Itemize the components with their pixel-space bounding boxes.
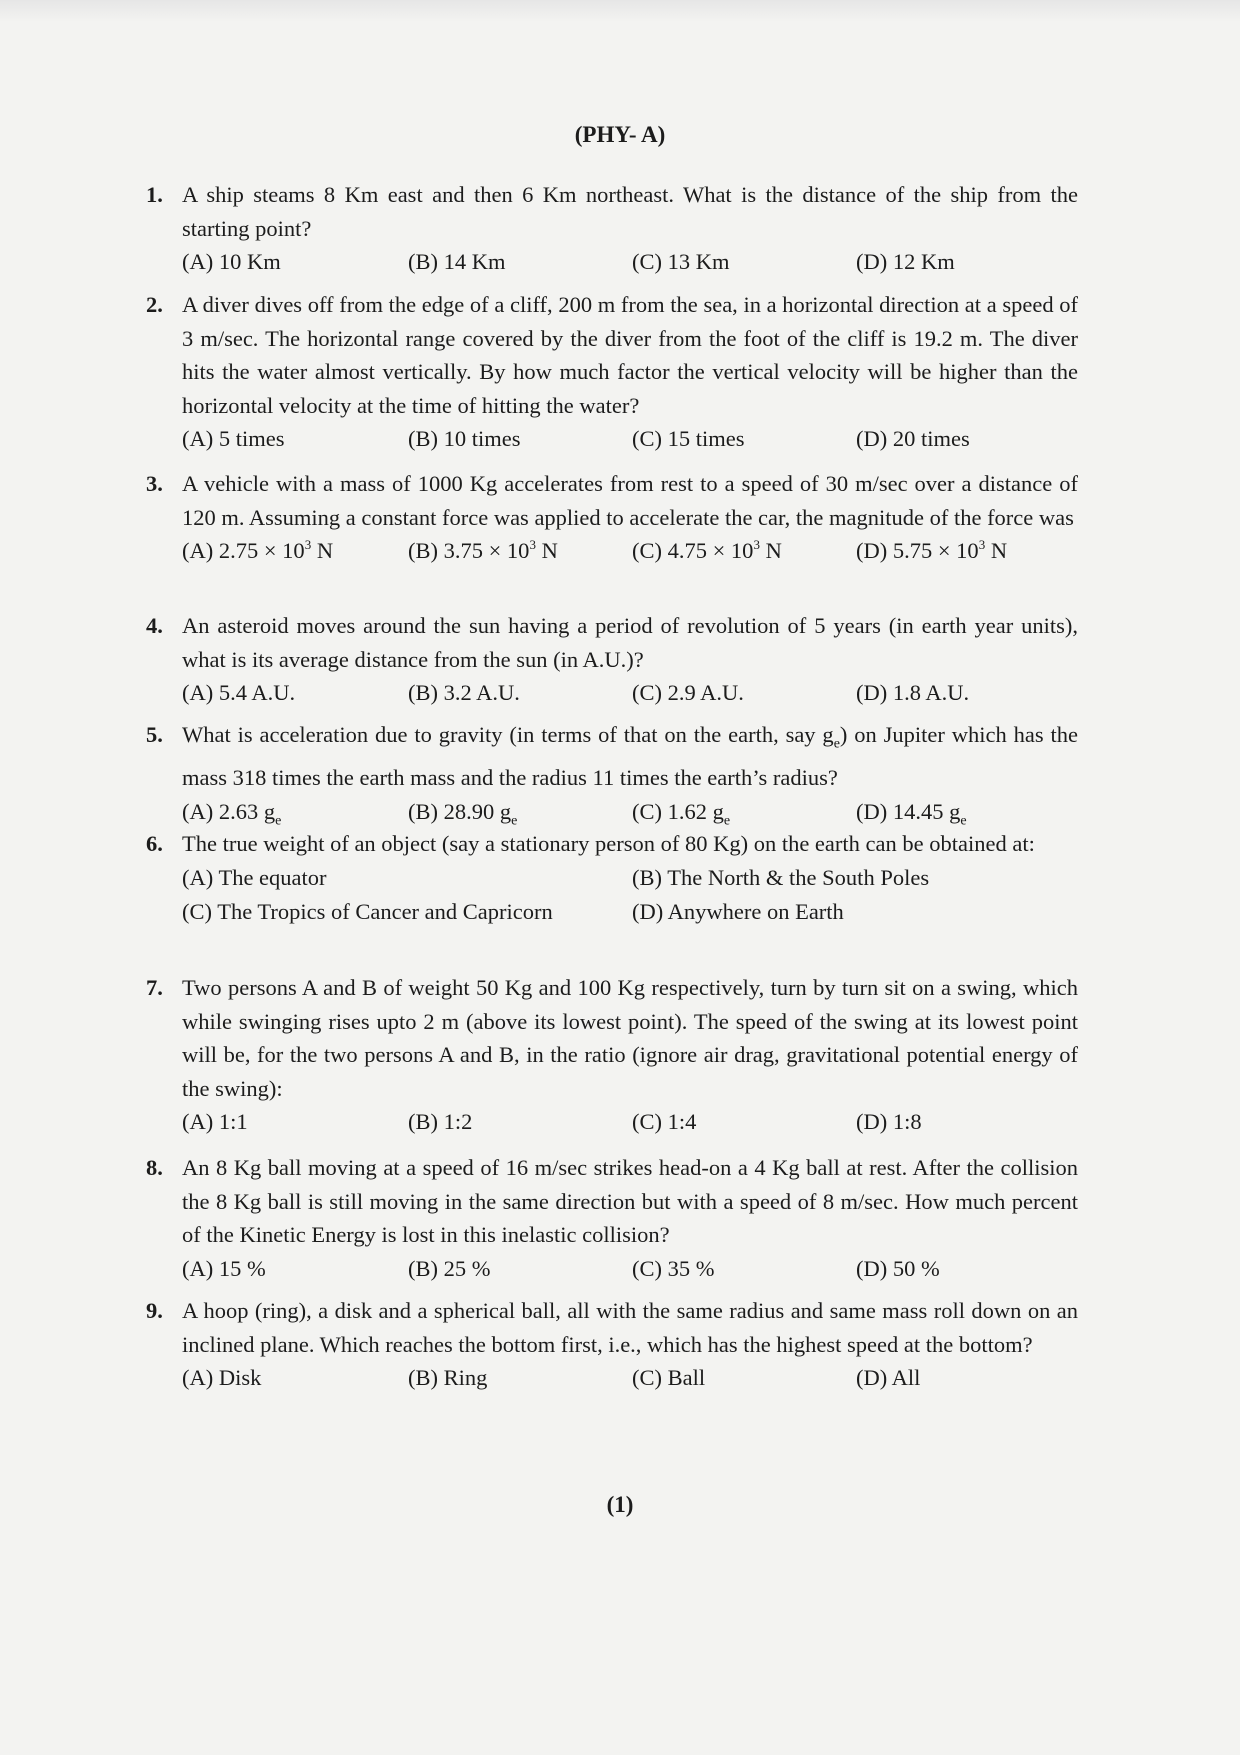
option-c: (C) 2.9 A.U. bbox=[632, 680, 744, 705]
option-a-value: (A) 2.63 g bbox=[182, 798, 276, 824]
question-text: The true weight of an object (say a stationary person of 80 Kg) on the earth can be obtained at: bbox=[182, 831, 1035, 856]
section-header: (PHY- A) bbox=[574, 122, 666, 147]
option-b-exponent: 3 bbox=[529, 537, 536, 552]
option-d bbox=[856, 534, 1007, 568]
question-text-part: ) on Jupiter which has the mass 318 times the earth mass and the radius 11 times the earth’s radius? bbox=[182, 722, 1078, 790]
options-row bbox=[182, 1361, 1078, 1394]
options-row bbox=[182, 1252, 1078, 1285]
question-number: 1. bbox=[146, 182, 163, 207]
option-b bbox=[408, 534, 558, 568]
option-a-coefficient: (A) 2.75 × 10 bbox=[182, 538, 305, 563]
option-d: (D) 1:8 bbox=[856, 1109, 922, 1134]
question-9 bbox=[146, 1294, 1078, 1394]
question-text: A diver dives off from the edge of a cliff, 200 m from the sea, in a horizontal direction at a speed of 3 m/sec. The horizontal range covered by the diver from the foot of the cliff is 19.2 m. The diver hits the water almost vertically. By how much factor the vertical velocity will be higher than the horizontal velocity at the time of hitting the water? bbox=[182, 292, 1078, 418]
option-c-value: (C) 1.62 g bbox=[632, 798, 724, 824]
question-5 bbox=[146, 718, 1078, 828]
option-d-exponent: 3 bbox=[978, 537, 986, 552]
options-row bbox=[182, 1105, 1078, 1138]
option-b-unit: N bbox=[535, 538, 558, 563]
option-c: (C) 13 Km bbox=[632, 249, 730, 274]
option-d: (D) 50 % bbox=[856, 1255, 940, 1281]
option-b-subscript: e bbox=[511, 813, 518, 828]
question-text-subscript: e bbox=[833, 736, 840, 752]
page-number: (1) bbox=[606, 1492, 634, 1517]
question-text: A vehicle with a mass of 1000 Kg accelerates from rest to a speed of 30 m/sec over a distance of 120 m. Assuming a constant force was applied to accelerate the car, the magnitude of the force was bbox=[182, 471, 1078, 530]
option-a: (A) 10 Km bbox=[182, 249, 281, 274]
options-row bbox=[182, 795, 1078, 828]
question-number: 6. bbox=[146, 831, 163, 856]
question-number: 4. bbox=[146, 613, 163, 638]
question-text-part: What is acceleration due to gravity (in terms of that on the earth, say g bbox=[182, 722, 834, 747]
option-d: (D) 1.8 A.U. bbox=[856, 680, 970, 705]
option-d: (D) All bbox=[856, 1365, 921, 1390]
options-row bbox=[182, 422, 1078, 455]
options-row bbox=[182, 245, 1078, 278]
question-4 bbox=[146, 609, 1078, 709]
question-text: Two persons A and B of weight 50 Kg and 100 Kg respectively, turn by turn sit on a swing, which while swinging rises upto 2 m (above its lowest point). The speed of the swing at its lowest point will be, for the two persons A and B, in the ratio (ignore air drag, gravitational potential energy of the swing): bbox=[182, 975, 1078, 1101]
option-d: (D) Anywhere on Earth bbox=[632, 898, 844, 924]
option-b: (B) 1:2 bbox=[408, 1109, 473, 1134]
option-c-coefficient: (C) 4.75 × 10 bbox=[632, 538, 754, 563]
option-c: (C) 15 times bbox=[632, 426, 745, 451]
option-d: (D) 20 times bbox=[856, 426, 970, 451]
option-a: (A) 5 times bbox=[182, 426, 285, 451]
option-c: (C) 35 % bbox=[632, 1255, 715, 1281]
option-b-value: (B) 28.90 g bbox=[408, 798, 512, 824]
option-d-coefficient: (D) 5.75 × 10 bbox=[856, 538, 979, 563]
option-d: (D) 12 Km bbox=[856, 249, 955, 274]
option-c: (C) 1:4 bbox=[632, 1109, 697, 1134]
options-row bbox=[182, 861, 1078, 895]
question-text: An 8 Kg ball moving at a speed of 16 m/sec strikes head-on a 4 Kg ball at rest. After the collision the 8 Kg ball is still moving in the same direction but with a speed of 8 m/sec. How much percent of the Kinetic Energy is lost in this inelastic collision? bbox=[182, 1155, 1078, 1247]
question-8 bbox=[146, 1151, 1078, 1285]
question-number: 7. bbox=[146, 975, 163, 1000]
option-a-subscript: e bbox=[275, 813, 282, 828]
question-text: A ship steams 8 Km east and then 6 Km northeast. What is the distance of the ship from the starting point? bbox=[182, 182, 1078, 241]
question-3 bbox=[146, 467, 1078, 567]
option-c bbox=[632, 534, 782, 568]
question-number: 5. bbox=[146, 722, 163, 747]
question-number: 8. bbox=[146, 1155, 163, 1180]
option-b: (B) 3.2 A.U. bbox=[408, 680, 520, 705]
option-d-unit: N bbox=[985, 538, 1008, 563]
options-row bbox=[182, 534, 1078, 567]
option-c-unit: N bbox=[759, 538, 782, 563]
option-b-coefficient: (B) 3.75 × 10 bbox=[408, 538, 530, 563]
question-text: An asteroid moves around the sun having a period of revolution of 5 years (in earth year units), what is its average distance from the sun (in A.U.)? bbox=[182, 613, 1078, 672]
option-b: (B) Ring bbox=[408, 1365, 488, 1390]
question-number: 3. bbox=[146, 471, 163, 496]
option-a: (A) Disk bbox=[182, 1365, 262, 1390]
option-a bbox=[182, 534, 333, 568]
question-7 bbox=[146, 971, 1078, 1138]
option-a-unit: N bbox=[311, 538, 334, 563]
question-6 bbox=[146, 827, 1078, 929]
option-a: (A) 5.4 A.U. bbox=[182, 680, 296, 705]
option-b: (B) 25 % bbox=[408, 1255, 491, 1281]
question-1 bbox=[146, 178, 1078, 278]
option-a-exponent: 3 bbox=[304, 537, 312, 552]
question-text bbox=[182, 718, 1078, 795]
option-d-subscript: e bbox=[960, 813, 967, 828]
options-row bbox=[182, 676, 1078, 709]
option-a: (A) 15 % bbox=[182, 1255, 266, 1281]
option-d-value: (D) 14.45 g bbox=[856, 798, 961, 824]
options-row bbox=[182, 895, 1078, 929]
option-c: (C) The Tropics of Cancer and Capricorn bbox=[182, 898, 553, 924]
question-number: 2. bbox=[146, 292, 163, 317]
option-a: (A) 1:1 bbox=[182, 1109, 248, 1134]
option-c: (C) Ball bbox=[632, 1365, 706, 1390]
scan-top-edge bbox=[0, 0, 1240, 22]
question-2 bbox=[146, 288, 1078, 455]
option-c-subscript: e bbox=[723, 813, 731, 828]
option-a: (A) The equator bbox=[182, 864, 327, 890]
option-b: (B) The North & the South Poles bbox=[632, 864, 930, 890]
option-b: (B) 14 Km bbox=[408, 249, 506, 274]
question-number: 9. bbox=[146, 1298, 163, 1323]
option-c-exponent: 3 bbox=[753, 537, 760, 552]
option-b: (B) 10 times bbox=[408, 426, 521, 451]
question-text: A hoop (ring), a disk and a spherical ball, all with the same radius and same mass roll down on an inclined plane. Which reaches the bottom first, i.e., which has the highest speed at the bottom? bbox=[182, 1298, 1078, 1357]
